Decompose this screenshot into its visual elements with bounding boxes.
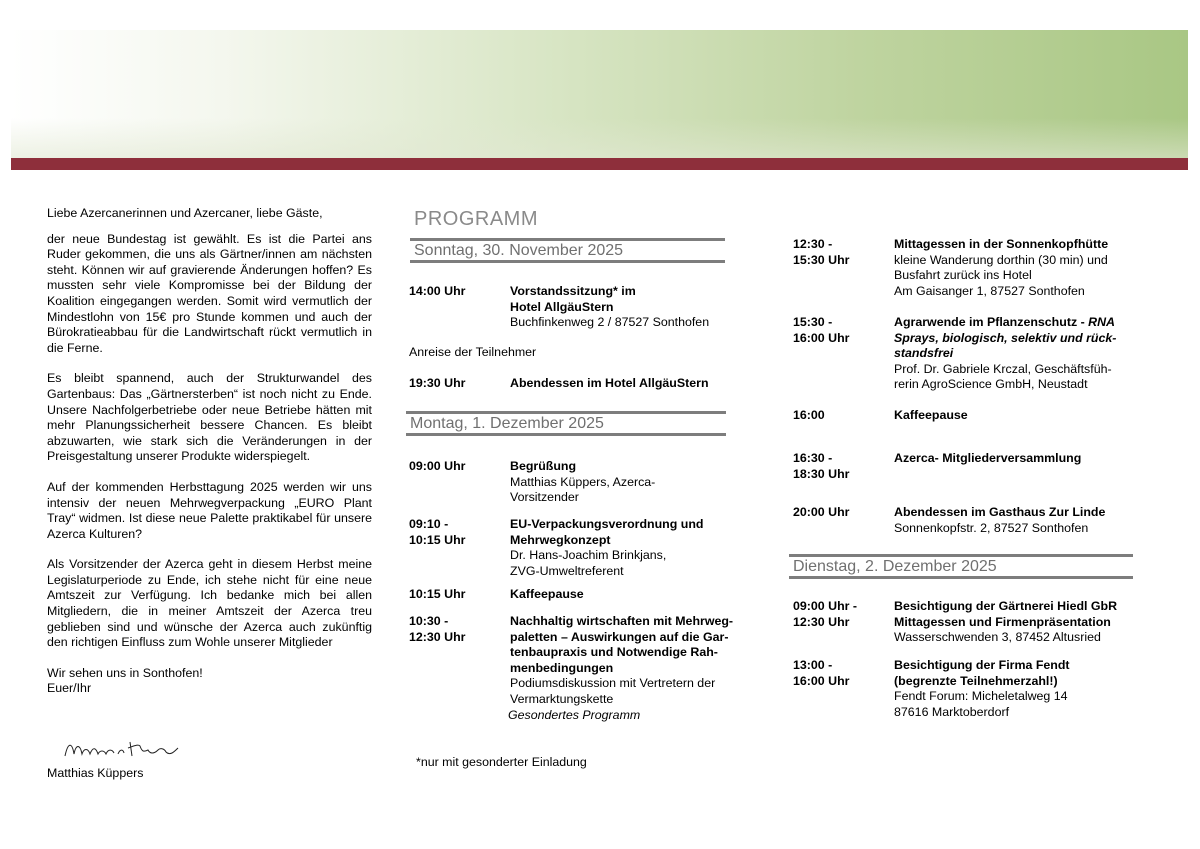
entry-detail: Buchfinkenweg 2 / 87527 Sonthofen	[510, 315, 710, 330]
entry-title: Kaffeepause	[894, 408, 968, 422]
entry-body	[894, 658, 1070, 720]
signer-name: Matthias Küppers	[47, 766, 144, 780]
schedule-entry	[409, 587, 769, 603]
schedule-entry	[793, 599, 1153, 647]
schedule-entry	[793, 658, 1153, 722]
letter-paragraph: Als Vorsitzender der Azerca geht in diesem Herbst meine Legislaturperiode zu Ende, ich stehe nicht für eine neue Amtszeit zur Verfügung. Ich bedanke mich bei allen Mitgliedern, die in meiner Amtszeit der Azerca treu geblieben sind und wünsche der Azerca auch zukünftig den richtigen Einfluss zum Wohle unserer Mitglieder	[47, 557, 372, 650]
entry-title: Mittagessen und Firmenpräsentation	[894, 614, 1111, 629]
entry-detail: Matthias Küppers, Azerca-	[510, 474, 656, 489]
entry-body	[510, 284, 709, 331]
entry-time: 09:00 Uhr	[409, 459, 466, 473]
entry-time: 15:30 - 16:00 Uhr	[793, 315, 850, 345]
footnote: *nur mit gesonderter Einladung	[416, 755, 587, 769]
entry-title: Mittagessen in der Sonnenkopfhütte	[894, 237, 1109, 251]
entry-body	[894, 315, 1116, 393]
entry-detail: Dr. Hans-Joachim Brinkjans,	[510, 548, 667, 563]
entry-body	[510, 459, 655, 506]
entry-time: 09:00 Uhr - 12:30 Uhr	[793, 599, 858, 629]
entry-time: 10:15 Uhr	[409, 587, 466, 601]
schedule-entry	[793, 237, 1153, 301]
entry-title: Abendessen im Hotel AllgäuStern	[510, 376, 709, 390]
entry-time: 20:00 Uhr	[793, 505, 850, 519]
entry-detail: Busfahrt zurück ins Hotel	[894, 268, 1032, 283]
header-banner	[11, 30, 1188, 158]
entry-body	[894, 237, 1108, 299]
entry-time: 16:30 - 18:30 Uhr	[793, 451, 850, 481]
entry-title: Besichtigung der Gärtnerei Hiedl GbR	[894, 599, 1118, 613]
entry-title-part: RNA	[1088, 315, 1116, 329]
day-heading-sunday: Sonntag, 30. November 2025	[410, 238, 725, 263]
closing-line: Wir sehen uns in Sonthofen!	[47, 665, 203, 680]
schedule-entry	[793, 315, 1153, 395]
entry-detail: Am Gaisanger 1, 87527 Sonthofen	[894, 283, 1085, 298]
entry-time: 13:00 - 16:00 Uhr	[793, 658, 850, 688]
entry-detail: rerin AgroScience GmbH, Neustadt	[894, 377, 1088, 392]
schedule-entry	[793, 451, 1153, 483]
entry-title: Sprays, biologisch, selektiv und rück-	[894, 330, 1117, 345]
welcome-letter	[47, 206, 372, 697]
entry-title: Mehrwegkonzept	[510, 532, 611, 547]
letter-paragraph: der neue Bundestag ist gewählt. Es ist die Partei ans Ruder gekommen, die uns als Gärtner/innen am nächsten steht. Können wir auf gravierende Änderungen hoffen? Es mussten sehr viele Kompromisse bei der Bildung der Koalition eingegangen werden. Somit wird vermutlich der Mindestlohn von 15€ pro Stunde kommen und auch der Bürokratieabbau für die Landwirtschaft rückt vermutlich in die Ferne.	[47, 231, 372, 355]
entry-title: (begrenzte Teilnehmerzahl!)	[894, 673, 1058, 688]
entry-detail: Prof. Dr. Gabriele Krczal, Geschäftsfüh-	[894, 361, 1112, 376]
entry-body	[510, 614, 733, 723]
entry-title: Begrüßung	[510, 459, 577, 473]
entry-title-part: Agrarwende im Pflanzenschutz -	[894, 315, 1089, 329]
arrival-note: Anreise der Teilnehmer	[409, 345, 537, 359]
entry-detail: kleine Wanderung dorthin (30 min) und	[894, 252, 1108, 267]
schedule-entry	[793, 505, 1153, 537]
entry-title: paletten – Auswirkungen auf die Gar-	[510, 629, 729, 644]
entry-title: Azerca- Mitgliederversammlung	[894, 451, 1082, 465]
schedule-entry	[409, 517, 769, 581]
entry-title: Abendessen im Gasthaus Zur Linde	[894, 505, 1106, 519]
entry-title: Hotel AllgäuStern	[510, 299, 614, 314]
entry-detail: Sonnenkopfstr. 2, 87527 Sonthofen	[894, 520, 1089, 535]
entry-title: Besichtigung der Firma Fendt	[894, 658, 1070, 672]
entry-detail: Vorsitzender	[510, 490, 579, 505]
letter-paragraph: Es bleibt spannend, auch der Strukturwandel des Gartenbaus: Das „Gärtnersterben“ ist noch nicht zu Ende. Unsere Nachfolgerbetriebe oder neue Betriebe hätten mit mehr Planungssicherheit bessere Chancen. Es bleibt abzuwarten, wie stark sich die Veränderungen in der Preisgestaltung unserer Produkte widerspiegelt.	[47, 371, 372, 464]
day-heading-tuesday: Dienstag, 2. Dezember 2025	[789, 554, 1133, 579]
entry-body	[510, 517, 703, 579]
letter-greeting: Liebe Azercanerinnen und Azercaner, liebe Gäste,	[47, 206, 323, 220]
entry-time: 12:30 - 15:30 Uhr	[793, 237, 850, 267]
letter-closing	[47, 666, 372, 697]
entry-detail: Gesondertes Programm	[508, 707, 641, 722]
closing-line: Euer/Ihr	[47, 681, 92, 696]
schedule-entry	[409, 376, 769, 392]
entry-title: Kaffeepause	[510, 587, 584, 601]
entry-title: Vorstandssitzung* im	[510, 284, 636, 298]
schedule-entry	[409, 614, 769, 724]
entry-detail: 87616 Marktoberdorf	[894, 704, 1010, 719]
entry-title: Nachhaltig wirtschaften mit Mehrweg-	[510, 614, 734, 628]
entry-time: 19:30 Uhr	[409, 376, 466, 390]
handwritten-signature	[60, 734, 190, 764]
entry-detail: ZVG-Umweltreferent	[510, 563, 624, 578]
entry-title: standsfrei	[894, 346, 954, 361]
entry-detail: Podiumsdiskussion mit Vertretern der	[510, 676, 716, 691]
entry-detail: Fendt Forum: Micheletalweg 14	[894, 689, 1068, 704]
schedule-entry	[409, 284, 769, 332]
entry-body	[894, 505, 1105, 536]
entry-detail: Wasserschwenden 3, 87452 Altusried	[894, 630, 1101, 645]
entry-title: tenbaupraxis und Notwendige Rah-	[510, 645, 718, 660]
entry-time: 09:10 - 10:15 Uhr	[409, 517, 466, 547]
schedule-entry	[793, 408, 1153, 424]
day-heading-monday: Montag, 1. Dezember 2025	[406, 411, 726, 436]
program-title: PROGRAMM	[414, 208, 538, 230]
entry-title: menbedingungen	[510, 660, 614, 675]
entry-title: EU-Verpackungsverordnung und	[510, 517, 704, 531]
entry-time: 14:00 Uhr	[409, 284, 466, 298]
entry-time: 10:30 - 12:30 Uhr	[409, 614, 466, 644]
schedule-entry	[409, 459, 769, 507]
letter-paragraph: Auf der kommenden Herbsttagung 2025 werden wir uns intensiv der neuen Mehrwegverpackung „EURO Plant Tray“ widmen. Ist diese neue Palette praktikabel für unsere Azerca Kulturen?	[47, 479, 372, 541]
header-divider	[11, 158, 1188, 170]
entry-body	[894, 599, 1117, 646]
entry-detail: Vermarktungskette	[510, 691, 614, 706]
entry-time: 16:00	[793, 408, 825, 422]
entry-title	[894, 315, 1116, 331]
